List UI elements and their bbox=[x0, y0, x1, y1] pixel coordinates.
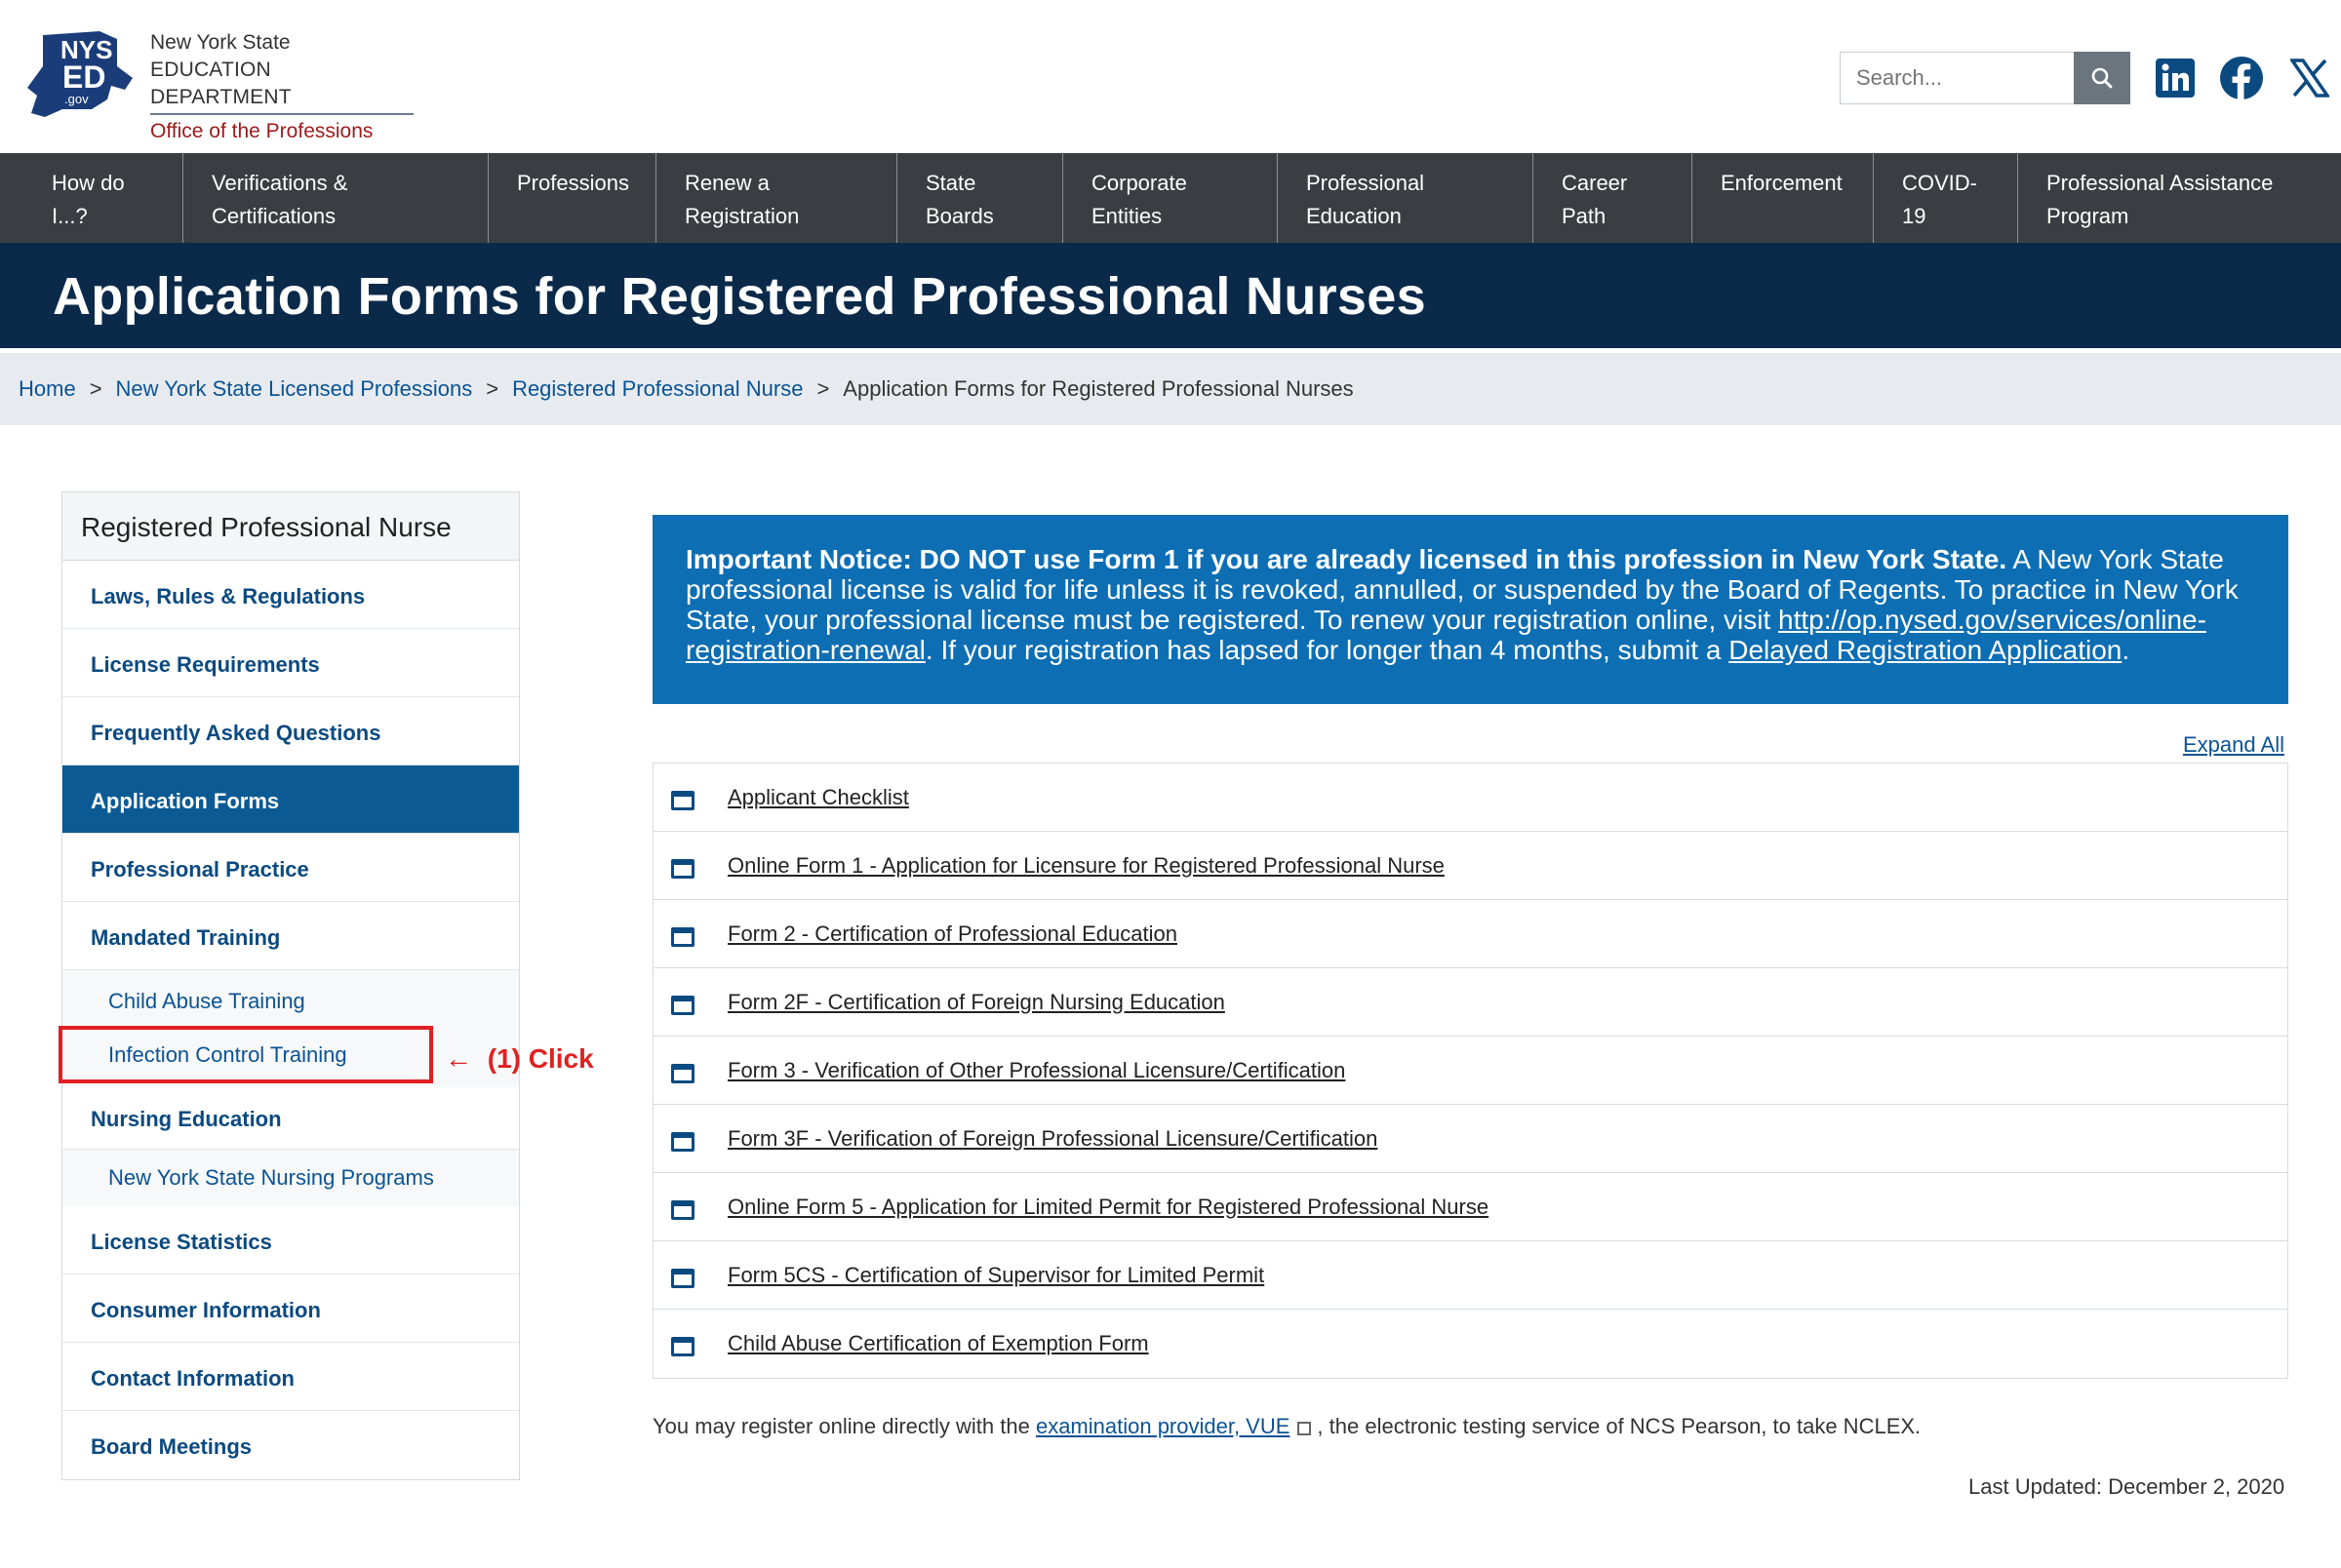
nav-item-renew-registration[interactable]: Renew a Registration bbox=[656, 153, 897, 243]
form-row[interactable] bbox=[654, 832, 2287, 900]
sidebar-item-mandated-training[interactable]: Mandated Training bbox=[62, 902, 519, 970]
linkedin-link[interactable] bbox=[2152, 55, 2199, 101]
logo-line-department: EDUCATION DEPARTMENT bbox=[150, 59, 292, 108]
breadcrumb-current: Application Forms for Registered Professional Nurses bbox=[843, 376, 1354, 401]
exam-provider-note bbox=[653, 1414, 1921, 1439]
site-header bbox=[0, 0, 2341, 153]
logo-divider bbox=[150, 113, 414, 115]
sidebar-item-board-meetings[interactable]: Board Meetings bbox=[91, 1434, 253, 1459]
breadcrumb-separator: > bbox=[816, 376, 830, 401]
nav-item-career-path[interactable]: Career Path bbox=[1533, 153, 1692, 243]
form-row[interactable] bbox=[654, 900, 2287, 968]
sidebar-item-faq[interactable]: Frequently Asked Questions bbox=[62, 697, 519, 765]
svg-text:.gov: .gov bbox=[64, 92, 89, 106]
notice-text: . bbox=[2122, 635, 2130, 665]
notice-text: A New York State professional license is valid for life unless it is revoked, annulled, or suspended by the Board of Regents. To practice in New York State, your professional license must be registered. To renew your registration online, visit bbox=[686, 544, 2239, 635]
sidebar-subitem-nys-nursing-programs[interactable]: New York State Nursing Programs bbox=[62, 1150, 519, 1206]
form-row[interactable] bbox=[654, 1037, 2287, 1105]
x-icon bbox=[2290, 59, 2329, 98]
form-row[interactable] bbox=[654, 968, 2287, 1037]
title-band bbox=[0, 243, 2341, 348]
sidebar-item-laws-rules[interactable]: Laws, Rules & Regulations bbox=[62, 561, 519, 629]
sidebar-item-professional-practice[interactable]: Professional Practice bbox=[62, 834, 519, 902]
examination-provider-link[interactable]: examination provider, VUE bbox=[1035, 1414, 1290, 1438]
breadcrumb-home[interactable]: Home bbox=[19, 376, 76, 401]
window-icon bbox=[671, 1132, 694, 1152]
form-link-form-2f[interactable]: Form 2F - Certification of Foreign Nursing Education bbox=[728, 989, 1225, 1014]
window-icon bbox=[671, 1200, 694, 1220]
important-notice bbox=[653, 515, 2288, 704]
external-link-icon bbox=[1297, 1422, 1311, 1435]
window-icon bbox=[671, 996, 694, 1015]
logo-text bbox=[150, 29, 414, 144]
breadcrumb-registered-nurse[interactable]: Registered Professional Nurse bbox=[512, 376, 804, 401]
form-link-form-5cs[interactable]: Form 5CS - Certification of Supervisor for Limited Permit bbox=[728, 1262, 1265, 1287]
window-icon bbox=[671, 1337, 694, 1356]
click-highlight-box bbox=[59, 1026, 433, 1083]
left-arrow-icon: ← bbox=[445, 1043, 472, 1074]
window-icon bbox=[671, 927, 694, 947]
form-link-form-3f[interactable]: Form 3F - Verification of Foreign Professional Licensure/Certification bbox=[728, 1125, 1378, 1151]
logo-line-office: Office of the Professions bbox=[150, 120, 374, 142]
nav-item-covid-19[interactable]: COVID- 19 bbox=[1874, 153, 2018, 243]
nav-item-professional-education[interactable]: Professional Education bbox=[1278, 153, 1533, 243]
nys-map-logo-icon bbox=[23, 27, 150, 125]
breadcrumb bbox=[0, 353, 2341, 425]
breadcrumb-separator: > bbox=[486, 376, 499, 401]
linkedin-icon bbox=[2155, 58, 2196, 98]
facebook-link[interactable] bbox=[2218, 55, 2265, 101]
sidebar-item-contact-information[interactable]: Contact Information bbox=[62, 1343, 519, 1411]
main-nav bbox=[0, 153, 2341, 243]
nav-item-professions[interactable]: Professions bbox=[489, 153, 656, 243]
exam-note-text: , the electronic testing service of NCS Pearson, to take NCLEX. bbox=[1317, 1414, 1922, 1438]
facebook-icon bbox=[2219, 56, 2264, 100]
form-row[interactable] bbox=[654, 1310, 2287, 1378]
search-input[interactable] bbox=[1840, 52, 2074, 104]
form-row[interactable] bbox=[654, 764, 2287, 832]
nav-item-how-do-i[interactable]: How do I...? bbox=[0, 153, 183, 243]
page-title: Application Forms for Registered Professional Nurses bbox=[53, 267, 1426, 326]
sidebar-heading: Registered Professional Nurse bbox=[62, 492, 519, 561]
sidebar-item-license-statistics[interactable]: License Statistics bbox=[62, 1206, 519, 1274]
nav-item-corporate-entities[interactable]: Corporate Entities bbox=[1063, 153, 1278, 243]
search-button[interactable] bbox=[2074, 52, 2130, 104]
expand-all-link[interactable]: Expand All bbox=[2183, 732, 2284, 757]
online-registration-renewal-link[interactable]: http://op.nysed.gov/services/online-registration-renewal bbox=[686, 605, 2206, 665]
form-link-online-form-5[interactable]: Online Form 5 - Application for Limited Permit for Registered Professional Nurse bbox=[728, 1194, 1489, 1219]
notice-text: . If your registration has lapsed for longer than 4 months, submit a bbox=[925, 635, 1729, 665]
svg-text:NYS: NYS bbox=[60, 35, 113, 64]
nav-item-enforcement[interactable]: Enforcement bbox=[1692, 153, 1874, 243]
form-row[interactable] bbox=[654, 1241, 2287, 1310]
logo-line-state: New York State bbox=[150, 31, 291, 54]
breadcrumb-licensed-professions[interactable]: New York State Licensed Professions bbox=[115, 376, 473, 401]
form-row[interactable] bbox=[654, 1173, 2287, 1241]
sidebar-item-license-requirements[interactable]: License Requirements bbox=[62, 629, 519, 697]
nav-item-professional-assistance[interactable]: Professional Assistance Program bbox=[2046, 171, 2274, 228]
click-annotation-text: (1) Click bbox=[487, 1043, 594, 1074]
exam-note-text: You may register online directly with the bbox=[653, 1414, 1036, 1438]
forms-list bbox=[653, 763, 2288, 1379]
sidebar-subitem-infection-control-training[interactable]: Infection Control Training bbox=[62, 1031, 519, 1087]
notice-bold-text: Important Notice: DO NOT use Form 1 if you are already licensed in this profession in New York State. bbox=[686, 544, 2007, 574]
window-icon bbox=[671, 791, 694, 810]
form-link-child-abuse-exemption[interactable]: Child Abuse Certification of Exemption Form bbox=[728, 1331, 1149, 1355]
svg-text:ED: ED bbox=[62, 59, 106, 95]
click-annotation bbox=[445, 1043, 594, 1075]
delayed-registration-link[interactable]: Delayed Registration Application bbox=[1728, 635, 2123, 665]
form-row[interactable] bbox=[654, 1105, 2287, 1173]
form-link-applicant-checklist[interactable]: Applicant Checklist bbox=[728, 784, 909, 809]
last-updated: Last Updated: December 2, 2020 bbox=[1968, 1474, 2285, 1499]
form-link-form-2[interactable]: Form 2 - Certification of Professional Education bbox=[728, 921, 1177, 946]
breadcrumb-separator: > bbox=[89, 376, 102, 401]
search-icon bbox=[2090, 66, 2114, 90]
sidebar-subitem-child-abuse-training[interactable]: Child Abuse Training bbox=[62, 970, 519, 1031]
window-icon bbox=[671, 1269, 694, 1288]
nysed-logo[interactable] bbox=[23, 27, 414, 142]
sidebar-item-consumer-information[interactable]: Consumer Information bbox=[62, 1274, 519, 1343]
sidebar-item-application-forms[interactable]: Application Forms bbox=[62, 765, 519, 834]
sidebar-item-nursing-education[interactable]: Nursing Education bbox=[62, 1087, 519, 1150]
window-icon bbox=[671, 859, 694, 879]
sidebar-nav bbox=[61, 491, 520, 1480]
form-link-form-3[interactable]: Form 3 - Verification of Other Professional Licensure/Certification bbox=[728, 1057, 1346, 1082]
x-link[interactable] bbox=[2286, 55, 2333, 101]
nav-item-state-boards[interactable]: State Boards bbox=[897, 153, 1063, 243]
nav-item-verifications[interactable]: Verifications & Certifications bbox=[183, 153, 489, 243]
form-link-online-form-1[interactable]: Online Form 1 - Application for Licensure for Registered Professional Nurse bbox=[728, 852, 1445, 878]
window-icon bbox=[671, 1064, 694, 1083]
